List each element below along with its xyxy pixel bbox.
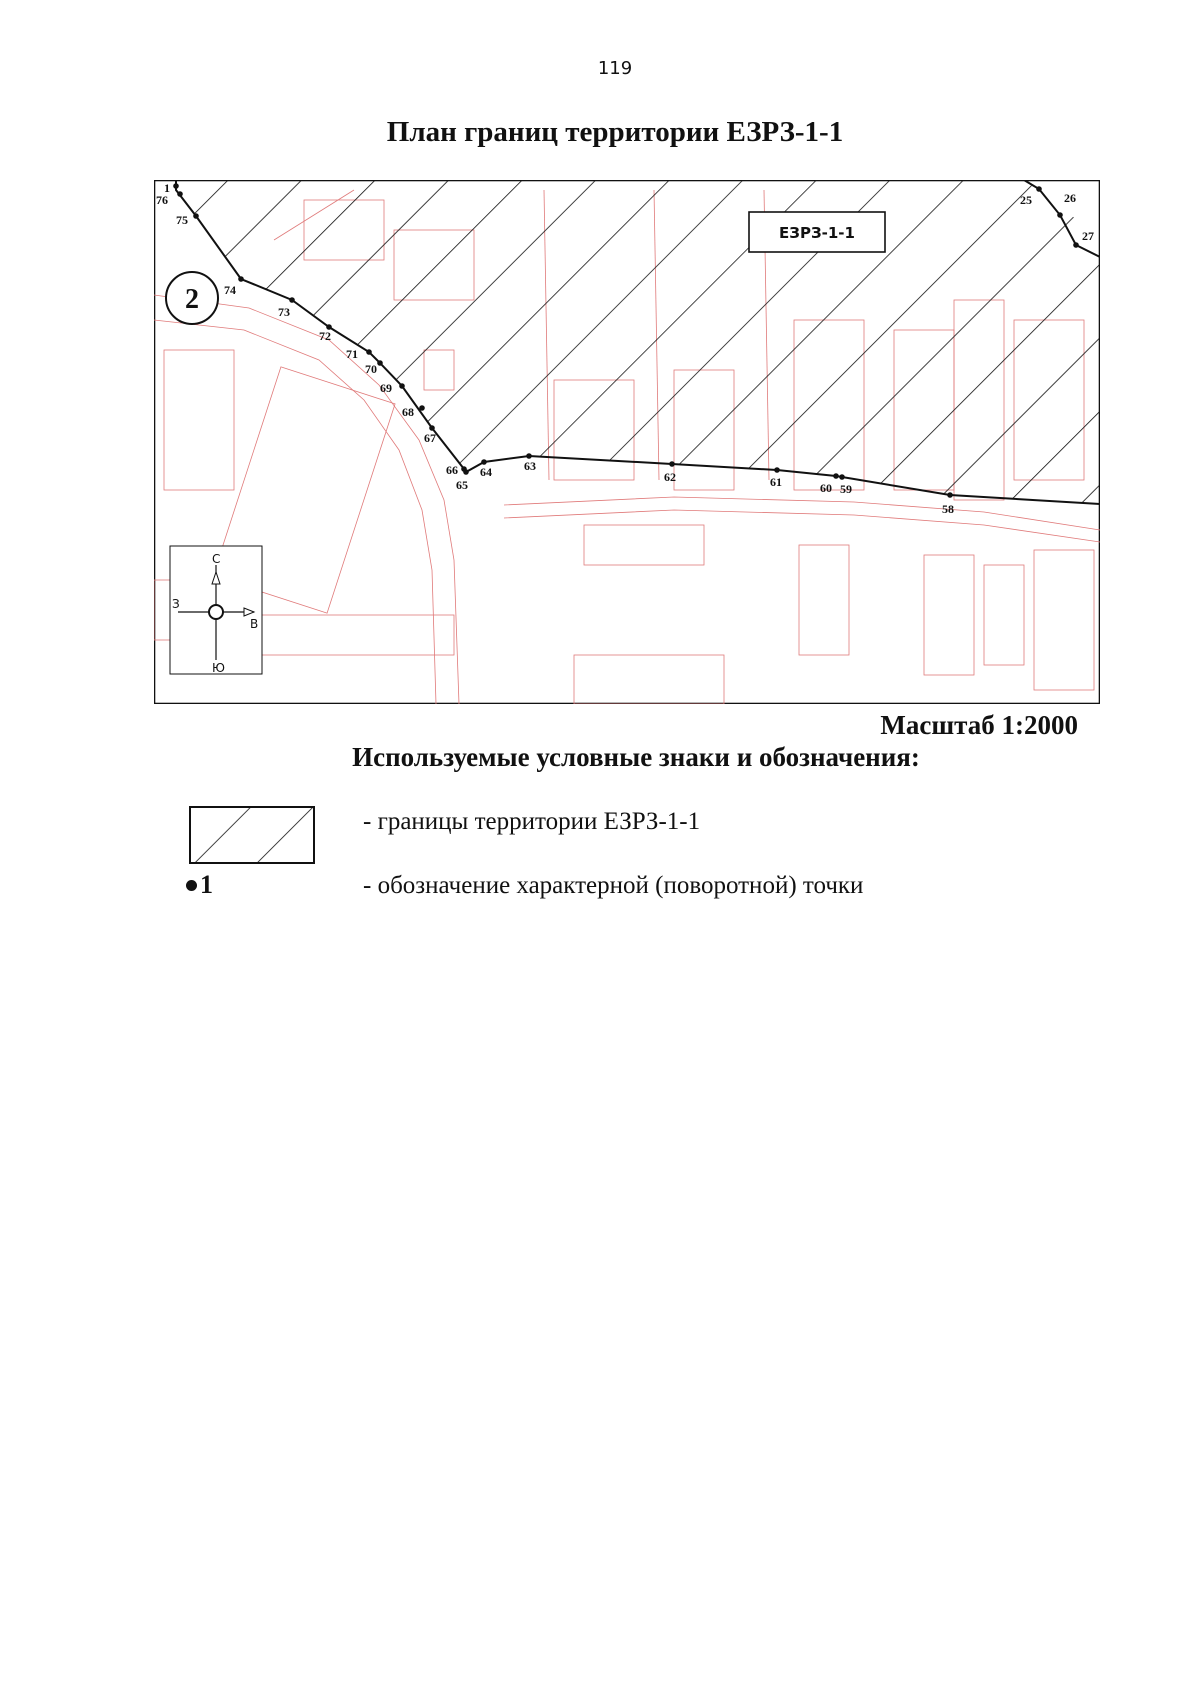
point-label-26: 26 [1064,191,1076,205]
turning-point-62 [669,461,675,467]
point-label-58: 58 [942,502,954,516]
turning-point-65 [463,469,469,475]
area-number-marker [166,272,218,324]
turning-point-75 [193,213,199,219]
scale-label: Масштаб 1:2000 [880,710,1078,740]
turning-point-59 [839,474,845,480]
legend-item-point: - обозначение характерной (поворотной) точки [363,872,864,899]
compass-west: З [172,597,180,611]
compass [170,546,262,675]
legend-point-label: 1 [200,870,213,899]
map-canvas [154,180,1100,704]
point-label-70: 70 [365,362,377,376]
point-label-66: 66 [446,463,458,477]
turning-point-25 [1036,186,1042,192]
turning-point-61 [774,467,780,473]
point-label-59: 59 [840,482,852,496]
point-label-65: 65 [456,478,468,492]
zone-label-box [749,212,885,252]
turning-point-27 [1073,242,1079,248]
page-number: 119 [597,58,633,79]
point-label-64: 64 [480,465,492,479]
point-label-73: 73 [278,305,290,319]
legend-item-boundary: - границы территории ЕЗРЗ-1-1 [363,808,701,835]
point-dot-icon [186,880,197,891]
turning-point-67 [419,405,425,411]
compass-north: С [212,552,221,566]
area-number: 2 [185,284,199,315]
turning-point-1 [173,183,179,189]
point-label-61: 61 [770,475,782,489]
turning-point-63 [526,453,532,459]
turning-point-70 [377,360,383,366]
turning-point-68 [429,425,435,431]
turning-point-26 [1057,212,1063,218]
compass-south: Ю [212,661,225,675]
turning-point-74 [238,276,244,282]
turning-point-58 [947,492,953,498]
point-label-74: 74 [224,283,236,297]
turning-point-69 [399,383,405,389]
point-label-25: 25 [1020,193,1032,207]
legend-heading: Используемые условные знаки и обозначения: [352,742,920,772]
turning-point-60 [833,473,839,479]
legend-hatch-symbol [189,806,315,864]
point-label-72: 72 [319,329,331,343]
point-label-27: 27 [1082,229,1094,243]
turning-point-64 [481,459,487,465]
turning-point-73 [289,297,295,303]
turning-point-76 [177,191,183,197]
point-label-63: 63 [524,459,536,473]
turning-point-71 [366,349,372,355]
map [154,180,1100,704]
point-label-60: 60 [820,481,832,495]
point-label-68: 68 [402,405,414,419]
point-label-75: 75 [176,213,188,227]
point-label-67: 67 [424,431,436,445]
plan-title: План границ территории ЕЗРЗ-1-1 [386,116,844,148]
legend-point-symbol [186,870,213,900]
point-label-1: 1 [164,181,170,195]
zone-label: ЕЗРЗ-1-1 [779,224,855,242]
compass-east: В [250,617,259,631]
point-label-76: 76 [156,193,168,207]
point-label-69: 69 [380,381,392,395]
point-label-62: 62 [664,470,676,484]
point-label-71: 71 [346,347,358,361]
